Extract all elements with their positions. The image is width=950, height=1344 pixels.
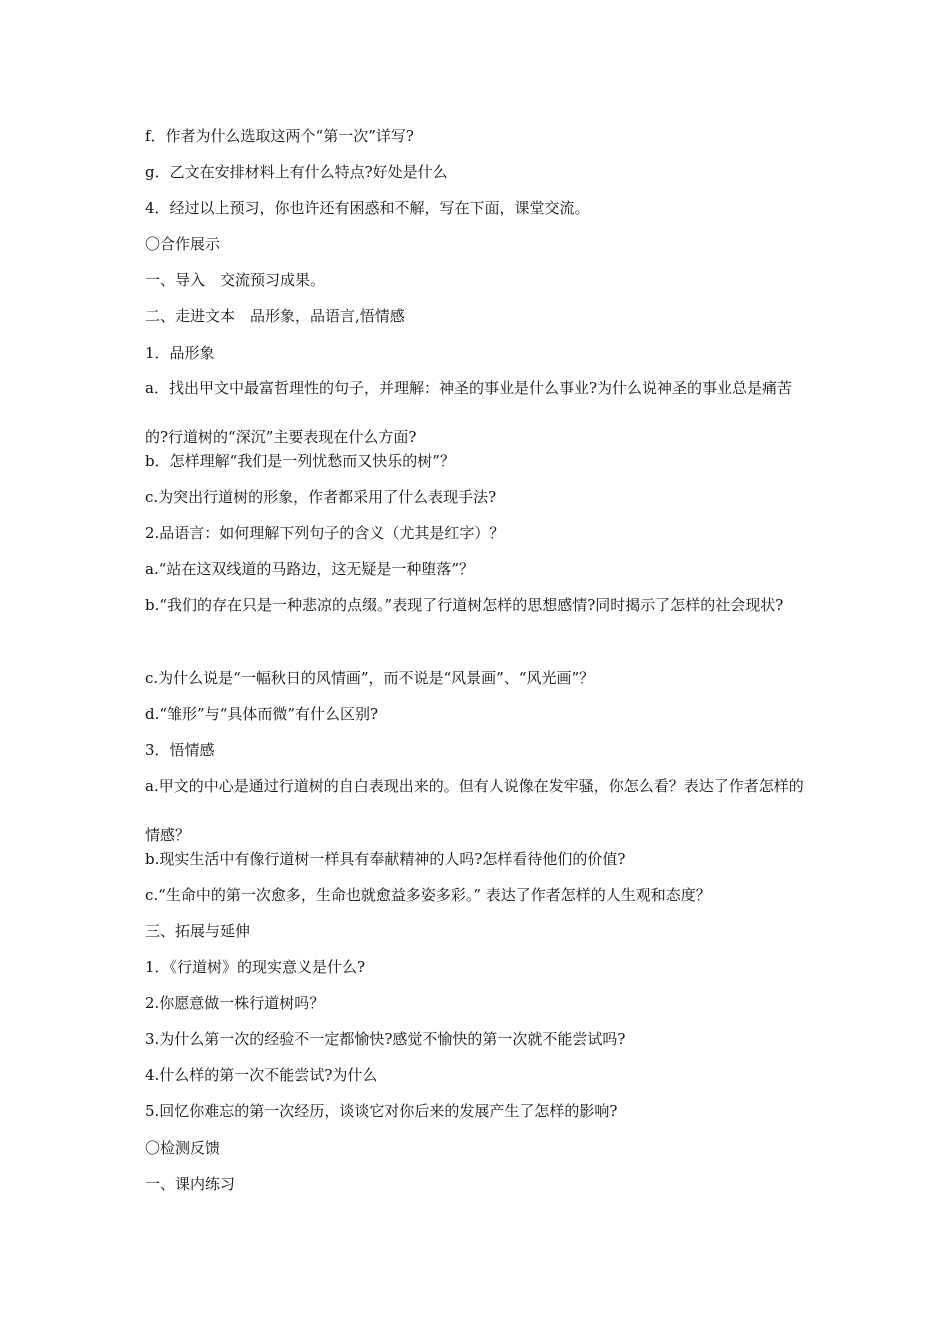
question-emotion-a: a.甲文的中心是通过行道树的自白表现出来的。但有人说像在发牢骚，你怎么看？表达了作者怎样的情感？: [145, 776, 804, 844]
question-g: g．乙文在安排材料上有什么特点?好处是什么: [145, 163, 448, 182]
question-language-d: d.“雏形”与“具体而微”有什么区别?: [145, 705, 379, 724]
question-language-b: b.“我们的存在只是一种悲凉的点缀。”表现了行道树怎样的思想感情?同时揭示了怎样的社会现状?: [145, 596, 784, 615]
question-language-c: c.为什么说是“一幅秋日的风情画”，而不说是“风景画”、“风光画”？: [145, 669, 595, 688]
subheading-language: 2.品语言：如何理解下列句子的含义（尤其是红字）？: [145, 524, 505, 543]
step-classwork: 一、课内练习: [145, 1174, 236, 1193]
document-body: [145, 124, 810, 1208]
step-introduction: 一、导入 交流预习成果。: [145, 271, 326, 290]
question-image-a: a．找出甲文中最富哲理性的句子，并理解：神圣的事业是什么事业?为什么说神圣的事业总是痛苦的?行道树的“深沉”主要表现在什么方面?: [145, 379, 792, 447]
step-enter-text: 二、走进文本 品形象，品语言,悟情感: [145, 307, 405, 326]
extension-item-1: 1．《行道树》的现实意义是什么?: [145, 958, 366, 977]
question-image-c: c.为突出行道树的形象，作者都采用了什么表现手法?: [145, 488, 497, 507]
question-image-b: b．怎样理解“我们是一列忧愁而又快乐的树”？: [145, 452, 455, 471]
step-extension: 三、拓展与延伸: [145, 922, 251, 940]
question-language-a: a.“站在这双线道的马路边，这无疑是一种堕落”？: [145, 560, 475, 579]
subheading-emotion: 3．悟情感: [145, 741, 215, 760]
extension-item-4: 4.什么样的第一次不能尝试?为什么: [145, 1066, 378, 1085]
section-heading-cooperation: 〇合作展示: [145, 235, 221, 254]
extension-item-3: 3.为什么第一次的经验不一定都愉快?感觉不愉快的第一次就不能尝试吗?: [145, 1030, 626, 1049]
subheading-image: 1．品形象: [145, 343, 215, 362]
question-f: f．作者为什么选取这两个“第一次”详写?: [145, 127, 414, 145]
question-emotion-c: c.“生命中的第一次愈多，生命也就愈益多姿多彩。” 表达了作者怎样的人生观和态度？: [145, 885, 711, 904]
section-heading-feedback: 〇检测反馈: [145, 1138, 221, 1157]
extension-item-5: 5.回忆你难忘的第一次经历，谈谈它对你后来的发展产生了怎样的影响?: [145, 1102, 618, 1121]
extension-item-2: 2.你愿意做一株行道树吗？: [145, 994, 325, 1013]
question-emotion-b: b.现实生活中有像行道树一样具有奉献精神的人吗?怎样看待他们的价值?: [145, 849, 626, 868]
preview-item-4: 4．经过以上预习，你也许还有困惑和不解，写在下面，课堂交流。: [145, 199, 590, 218]
